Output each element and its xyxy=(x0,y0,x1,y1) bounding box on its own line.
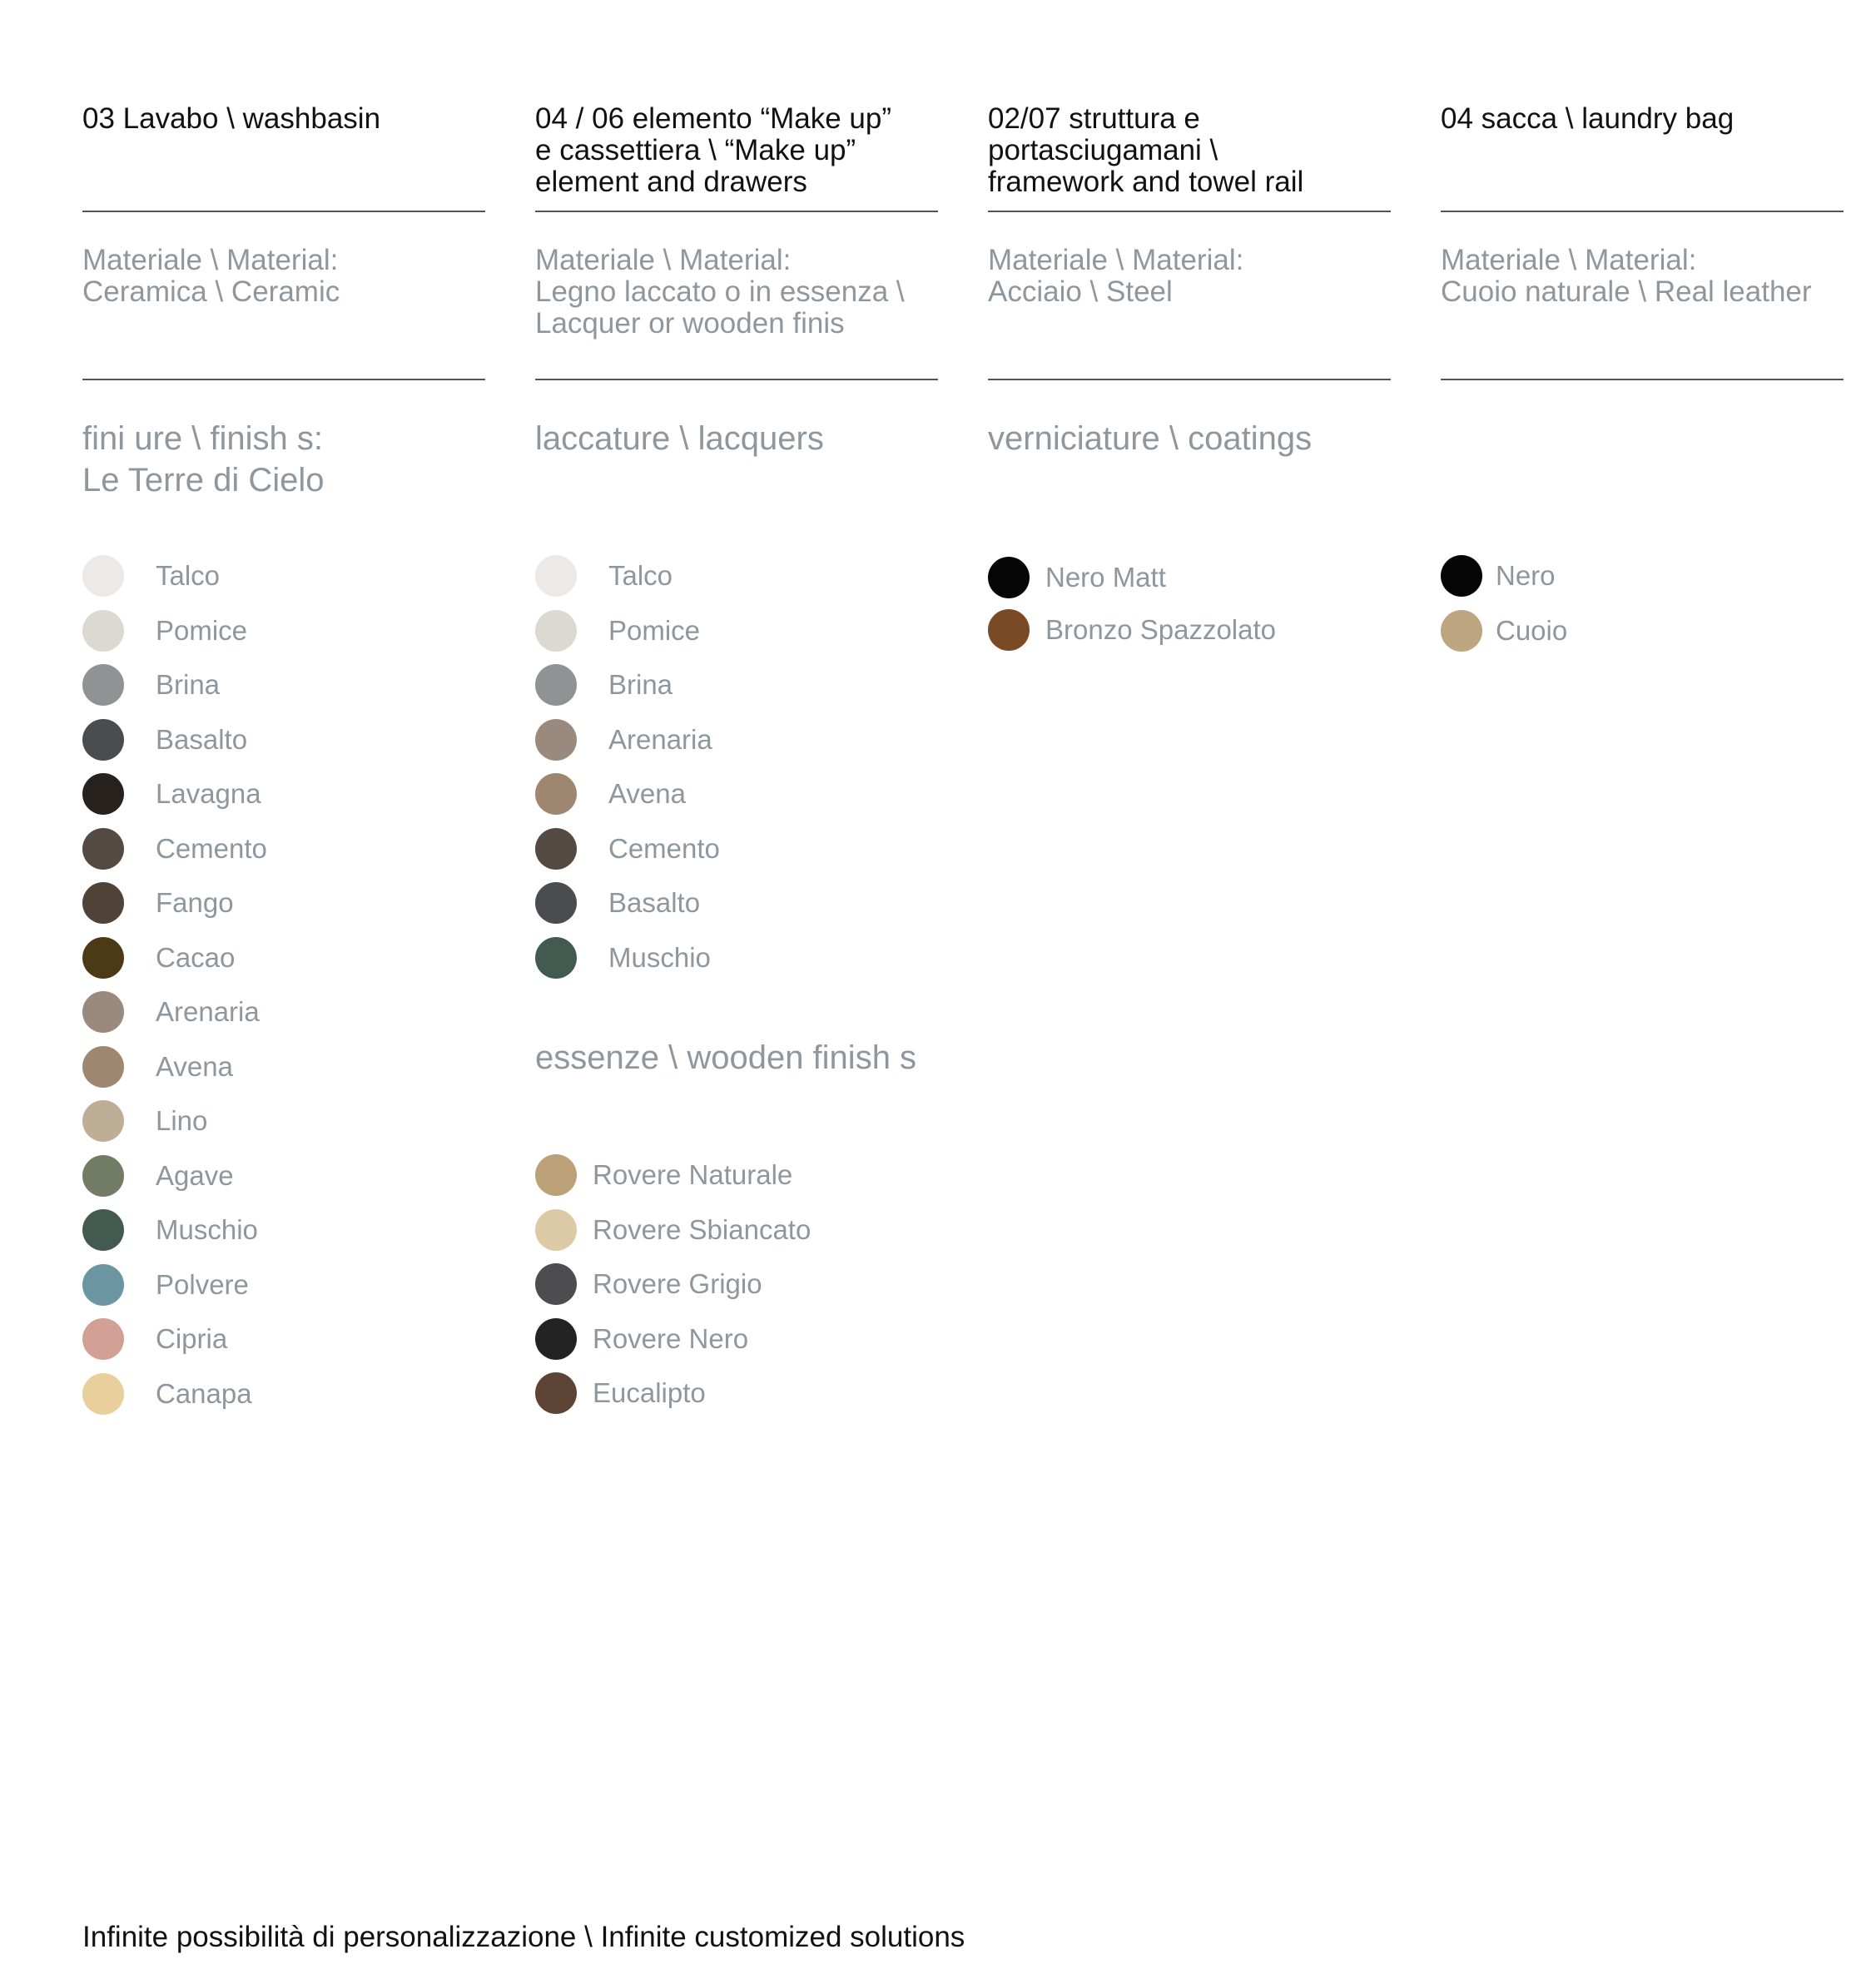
swatch-label: Cacao xyxy=(156,941,236,973)
swatch-label: Eucalipto xyxy=(593,1377,706,1408)
column-title: 03 Lavabo \ washbasin xyxy=(82,102,381,135)
color-swatch xyxy=(988,609,1030,651)
swatch-label: Canapa xyxy=(156,1377,252,1409)
color-swatch xyxy=(82,1373,124,1415)
wood-finish-heading: essenze \ wooden finish s xyxy=(535,1039,917,1076)
swatch-item xyxy=(82,936,235,980)
swatch-item xyxy=(535,936,711,980)
color-swatch xyxy=(1441,610,1482,652)
swatch-item xyxy=(82,609,247,652)
color-swatch xyxy=(535,610,577,652)
swatch-label: Rovere Grigio xyxy=(593,1268,762,1299)
swatch-label: Nero xyxy=(1496,560,1556,591)
color-swatch xyxy=(82,773,124,815)
color-swatch xyxy=(1441,555,1482,597)
material-text: Materiale \ Material: Acciaio \ Steel xyxy=(988,244,1244,308)
swatch-item xyxy=(1441,609,1567,652)
swatch-label: Basalto xyxy=(608,887,701,918)
swatch-item xyxy=(535,718,712,761)
color-swatch xyxy=(535,1209,577,1251)
swatch-label: Brina xyxy=(156,669,221,700)
color-swatch xyxy=(535,555,577,597)
column-title: 04 sacca \ laundry bag xyxy=(1441,102,1735,135)
color-swatch xyxy=(82,1155,124,1197)
color-swatch xyxy=(535,664,577,706)
swatch-item xyxy=(82,554,220,598)
swatch-label: Basalto xyxy=(156,723,248,755)
color-swatch xyxy=(82,1209,124,1251)
swatch-label: Muschio xyxy=(156,1214,258,1245)
color-swatch xyxy=(535,1318,577,1360)
footer-tagline: Infinite possibilità di personalizzazione \ Infinite customized solutions xyxy=(82,1921,965,1953)
swatch-item xyxy=(535,1262,762,1306)
swatch-label: Pomice xyxy=(608,614,701,646)
divider xyxy=(82,379,485,380)
divider xyxy=(535,211,938,212)
swatch-item xyxy=(82,827,267,870)
swatch-label: Muschio xyxy=(608,941,711,973)
swatch-item xyxy=(82,1045,233,1089)
divider xyxy=(988,379,1391,380)
swatch-label: Brina xyxy=(608,669,673,700)
column-title: 02/07 struttura e portasciugamani \ framework and towel rail xyxy=(988,102,1304,198)
color-swatch xyxy=(988,557,1030,598)
color-swatch xyxy=(82,1046,124,1088)
swatch-item xyxy=(82,1263,249,1307)
color-swatch xyxy=(82,937,124,979)
swatch-item xyxy=(535,772,686,816)
color-swatch xyxy=(535,719,577,761)
color-swatch xyxy=(82,1100,124,1142)
swatch-item xyxy=(535,1317,748,1361)
material-text: Materiale \ Material: Ceramica \ Ceramic xyxy=(82,244,340,308)
color-swatch xyxy=(535,1154,577,1196)
swatch-item xyxy=(82,1208,258,1252)
swatch-item xyxy=(1441,554,1556,598)
swatch-label: Cuoio xyxy=(1496,614,1568,646)
color-swatch xyxy=(82,610,124,652)
column-title: 04 / 06 elemento “Make up” e cassettiera \ “Make up” element and drawers xyxy=(535,102,892,198)
swatch-label: Rovere Naturale xyxy=(593,1159,793,1190)
swatch-item xyxy=(82,881,234,925)
color-swatch xyxy=(82,664,124,706)
swatch-label: Agave xyxy=(156,1159,234,1191)
color-swatch xyxy=(82,828,124,870)
color-swatch xyxy=(82,555,124,597)
swatch-item xyxy=(82,663,220,707)
swatch-item xyxy=(82,990,260,1034)
swatch-label: Polvere xyxy=(156,1268,249,1300)
swatch-label: Cemento xyxy=(156,832,267,864)
swatch-label: Lavagna xyxy=(156,778,261,809)
swatch-item xyxy=(988,608,1276,652)
swatch-item xyxy=(82,718,247,761)
color-swatch xyxy=(82,882,124,924)
swatch-item xyxy=(535,1208,811,1252)
swatch-label: Rovere Nero xyxy=(593,1322,749,1354)
swatch-item xyxy=(535,881,700,925)
swatch-item xyxy=(988,556,1166,599)
color-swatch xyxy=(535,937,577,979)
swatch-item xyxy=(535,1371,706,1415)
divider xyxy=(1441,211,1844,212)
swatch-item xyxy=(82,1099,207,1143)
swatch-label: Cemento xyxy=(608,832,720,864)
swatch-item xyxy=(535,609,700,652)
swatch-label: Nero Matt xyxy=(1045,562,1166,593)
swatch-label: Arenaria xyxy=(608,723,712,755)
swatch-label: Avena xyxy=(156,1050,233,1082)
divider xyxy=(1441,379,1844,380)
color-swatch xyxy=(535,882,577,924)
color-swatch xyxy=(535,773,577,815)
color-swatch xyxy=(82,991,124,1033)
swatch-item xyxy=(82,1372,252,1416)
swatch-label: Arenaria xyxy=(156,996,260,1027)
swatch-item xyxy=(82,1317,227,1361)
color-swatch xyxy=(82,1318,124,1360)
swatch-item xyxy=(82,1154,234,1198)
swatch-label: Lino xyxy=(156,1105,208,1136)
finish-heading: fini ure \ finish s: Le Terre di Cielo xyxy=(82,420,325,498)
swatch-label: Avena xyxy=(608,778,686,809)
swatch-label: Cipria xyxy=(156,1323,228,1354)
swatch-item xyxy=(535,827,720,870)
color-swatch xyxy=(82,1264,124,1306)
swatch-item xyxy=(535,1153,792,1197)
swatch-label: Rovere Sbiancato xyxy=(593,1213,811,1245)
divider xyxy=(82,211,485,212)
swatch-label: Fango xyxy=(156,887,234,918)
material-text: Materiale \ Material: Cuoio naturale \ Real leather xyxy=(1441,244,1812,308)
finish-heading: verniciature \ coatings xyxy=(988,420,1313,457)
swatch-label: Talco xyxy=(156,560,221,591)
color-swatch xyxy=(535,828,577,870)
swatch-label: Bronzo Spazzolato xyxy=(1045,614,1277,645)
swatch-item xyxy=(535,663,672,707)
material-text: Materiale \ Material: Legno laccato o in essenza \ Lacquer or wooden finis xyxy=(535,244,905,340)
color-swatch xyxy=(535,1372,577,1414)
swatch-label: Talco xyxy=(608,560,673,591)
finish-heading: laccature \ lacquers xyxy=(535,420,824,457)
color-swatch xyxy=(82,719,124,761)
swatch-label: Pomice xyxy=(156,614,248,646)
divider xyxy=(988,211,1391,212)
swatch-item xyxy=(82,772,261,816)
divider xyxy=(535,379,938,380)
swatch-item xyxy=(535,554,672,598)
color-swatch xyxy=(535,1263,577,1305)
